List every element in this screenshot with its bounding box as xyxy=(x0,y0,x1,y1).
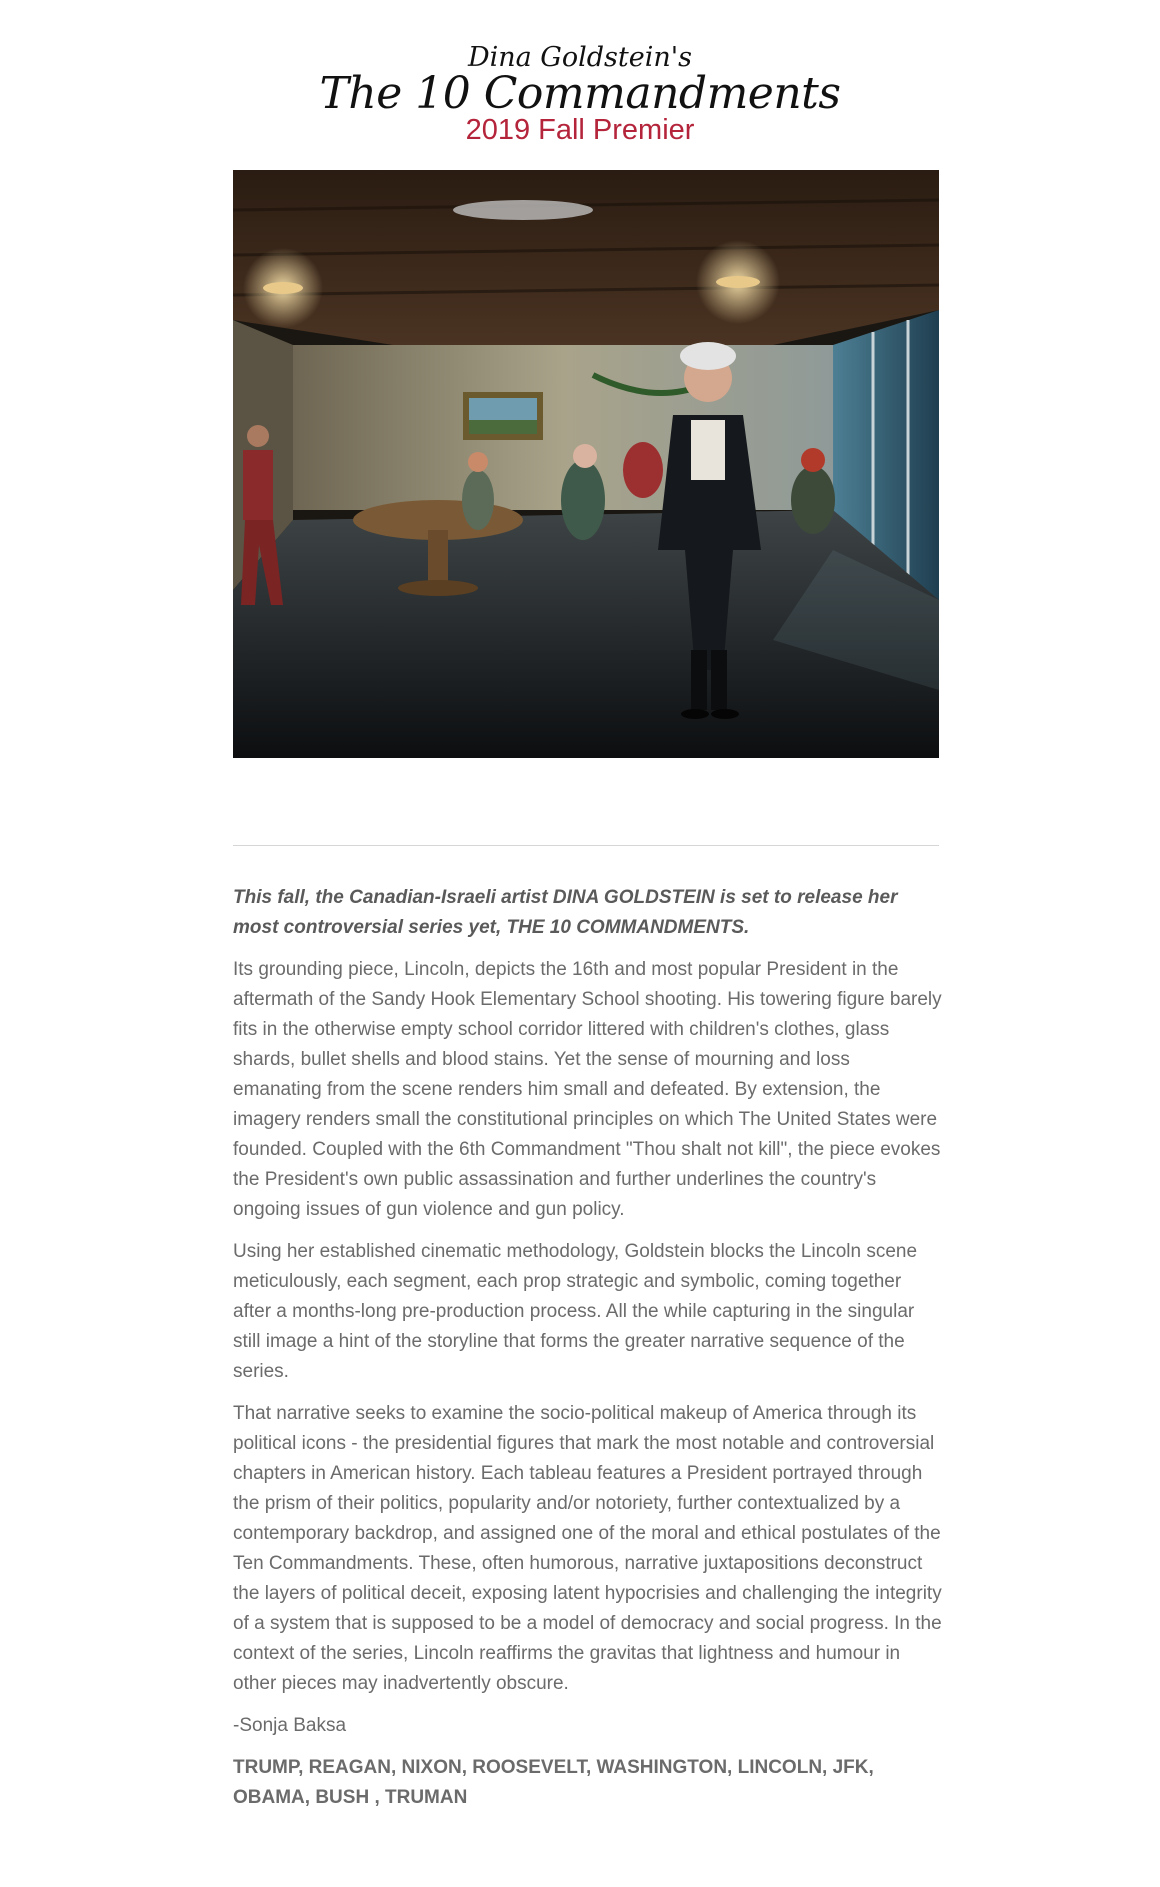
featured-photo xyxy=(233,170,939,758)
article-paragraph: Using her established cinematic methodology, Goldstein blocks the Lincoln scene meticulously, each segment, each prop strategic and symbolic, coming together after a months-long pre-production process. All the while capturing in the singular still image a hint of the storyline that forms the greater narrative sequence of the series. xyxy=(233,1241,918,1382)
article-paragraph: Its grounding piece, Lincoln, depicts the 16th and most popular President in the aftermath of the Sandy Hook Elementary School shooting. His towering figure barely fits in the otherwise empty school corridor littered with children's clothes, glass shards, bullet shells and blood stains. Yet the sense of mourning and loss emanating from the scene renders him small and defeated. By extension, the imagery renders small the constitutional principles on which The United States were founded. Coupled with the 6th Commandment "Thou shalt not kill", the piece evokes the President's own public assassination and further underlines the country's ongoing issues of gun violence and gun policy. xyxy=(233,959,942,1220)
premier-subtitle: 2019 Fall Premier xyxy=(465,114,695,146)
president-list: TRUMP, REAGAN, NIXON, ROOSEVELT, WASHINGTON, LINCOLN, JFK, OBAMA, BUSH , TRUMAN xyxy=(233,1757,874,1808)
page-title: The 10 Commandments xyxy=(319,68,841,119)
article-lead: This fall, the Canadian-Israeli artist DINA GOLDSTEIN is set to release her most controversial series yet, THE 10 COMMANDMENTS. xyxy=(233,887,898,938)
photo-illustration xyxy=(233,170,939,758)
article-body xyxy=(233,883,943,1825)
divider xyxy=(233,845,939,846)
byline: -Sonja Baksa xyxy=(233,1715,347,1736)
artist-name: Dina Goldstein's xyxy=(467,42,693,73)
article-paragraph: That narrative seeks to examine the socio-political makeup of America through its political icons - the presidential figures that mark the most notable and controversial chapters in American history. Each tableau features a President portrayed through the prism of their politics, popularity and/or notoriety, further contextualized by a contemporary backdrop, and assigned one of the moral and ethical postulates of the Ten Commandments. These, often humorous, narrative juxtapositions deconstruct the layers of political deceit, exposing latent hypocrisies and challenging the integrity of a system that is supposed to be a model of democracy and social progress. In the context of the series, Lincoln reaffirms the gravitas that lightness and humour in other pieces may inadvertently obscure. xyxy=(233,1403,942,1694)
